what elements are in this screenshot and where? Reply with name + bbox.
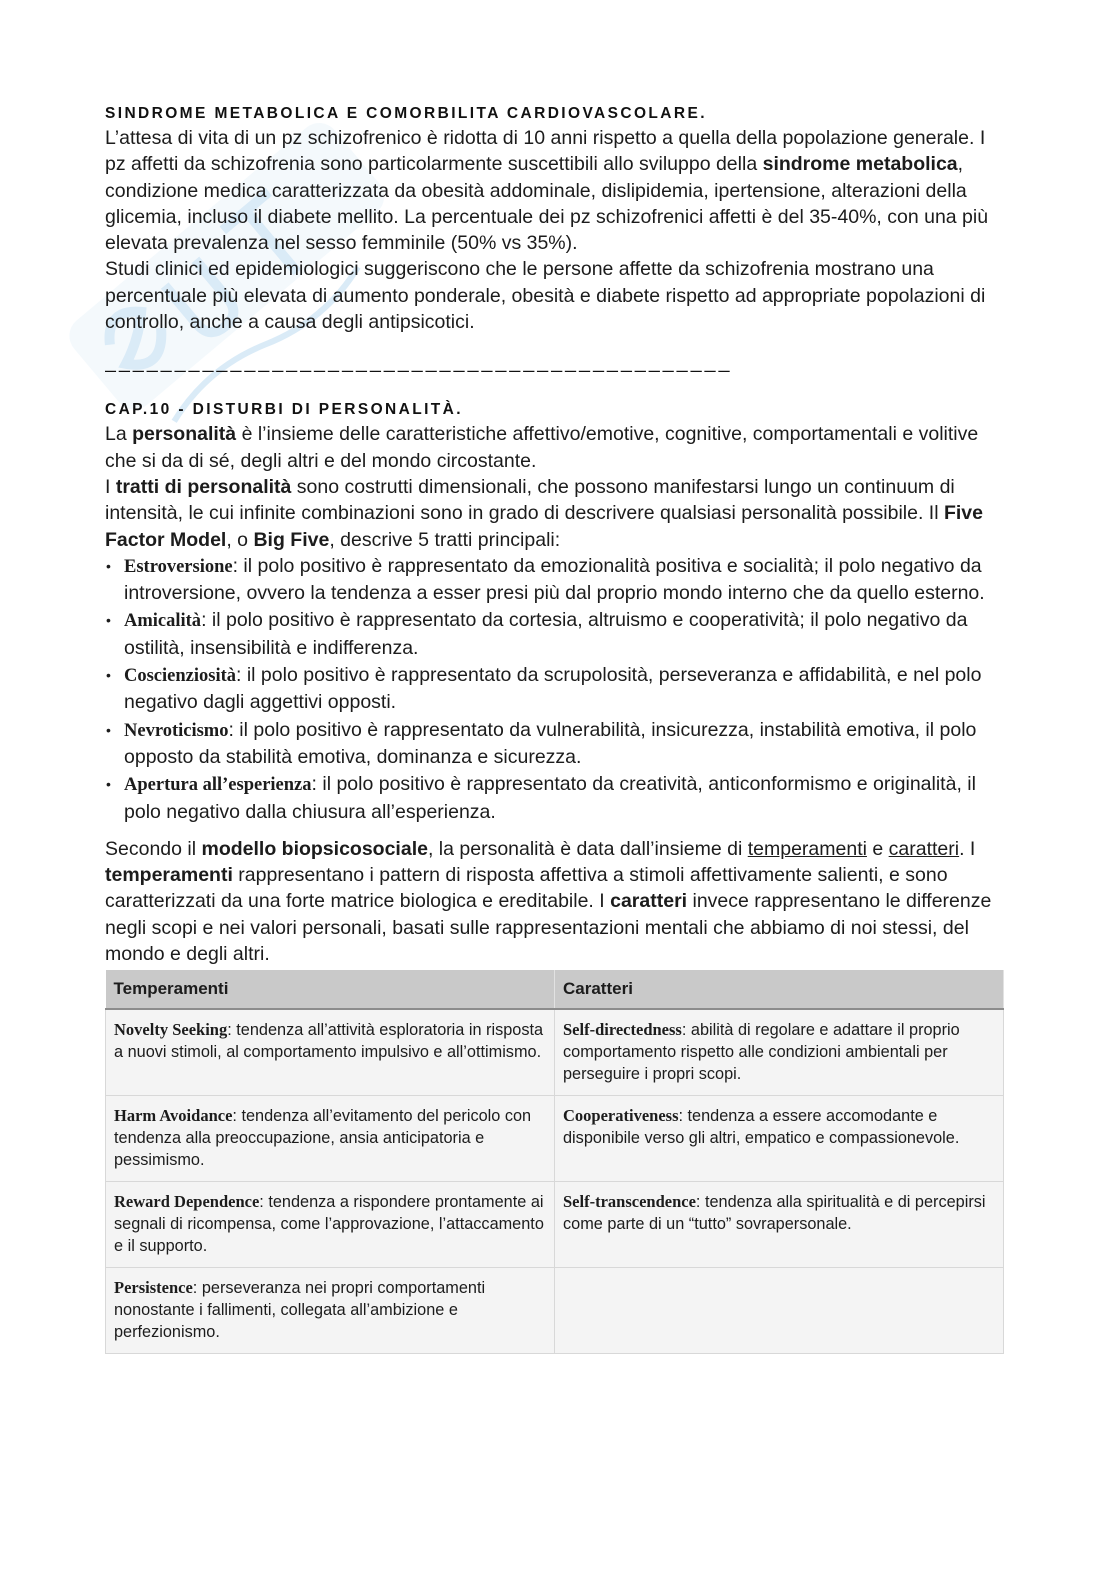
cell-term: Cooperativeness	[563, 1106, 679, 1126]
section-title-personality: CAP.10 - DISTURBI DI PERSONALITÀ.	[105, 401, 463, 419]
bold-term: temperamenti	[105, 864, 233, 887]
bullet-glyph: •	[106, 612, 111, 629]
document-page	[105, 105, 1005, 1354]
traits-list	[105, 553, 1005, 825]
trait-text: : il polo positivo è rappresentato da scrupolosità, perseveranza e affidabilità, e nel polo negativo dagli aggettivi opposti.	[124, 664, 982, 714]
column-header-temperamenti: Temperamenti	[106, 970, 555, 1009]
bold-term: modello biopsicosociale	[201, 837, 428, 860]
separator-line: _____________________________________________	[105, 351, 733, 374]
cell-term: Persistence	[114, 1278, 193, 1298]
bullet-glyph: •	[106, 776, 111, 793]
paragraph-metabolic-1	[105, 125, 1005, 256]
table-cell	[106, 1009, 555, 1096]
text-run: , condizione medica caratterizzata da obesità addominale, dislipidemia, ipertensione, alterazioni della glicemia, incluso il diabete mellito. La percentuale dei pz schizofrenici affetti è del 35-40%, con una più elevata prevalenza nel sesso femminile (50% vs 35%).	[105, 153, 989, 255]
table-cell	[555, 1009, 1004, 1096]
list-item	[105, 771, 1005, 825]
trait-text: : il polo positivo è rappresentato da emozionalità positiva e socialità; il polo negativo da introversione, ovvero la tendenza a esser presi più dal proprio mondo interno che da quello esterno.	[124, 554, 985, 605]
list-item	[105, 717, 1005, 771]
paragraph-biopsychosocial	[105, 836, 1005, 967]
paragraph-personality-1	[105, 421, 1005, 474]
cell-text: : tendenza all’evitamento del pericolo con tendenza alla preoccupazione, ansia anticipatoria e pessimismo.	[114, 1107, 532, 1170]
bullet-glyph: •	[106, 557, 111, 574]
cell-text: : perseveranza nei propri comportamenti nonostante i fallimenti, collegata all’ambizione e perfezionismo.	[114, 1279, 486, 1342]
table-cell	[555, 1182, 1004, 1268]
cell-text: : tendenza a essere accomodante e disponibile verso gli altri, empatico e compassionevole.	[563, 1107, 960, 1148]
table-row	[106, 1268, 1004, 1354]
table-cell	[106, 1182, 555, 1268]
list-item	[105, 662, 1005, 716]
underlined-term: temperamenti	[747, 837, 867, 860]
text-run: è l’insieme delle caratteristiche affettivo/emotive, cognitive, comportamentali e volitive che si da di sé, degli altri e del mondo circostante.	[105, 423, 979, 472]
table-cell	[555, 1096, 1004, 1182]
bold-term: personalità	[132, 423, 237, 446]
column-header-caratteri: Caratteri	[555, 970, 1004, 1009]
cell-term: Reward Dependence	[114, 1192, 260, 1212]
text-run: sono costrutti dimensionali, che possono manifestarsi lungo un continuum di intensità, le cui infinite combinazioni sono in grado di descrivere qualsiasi personalità possibile. Il	[105, 475, 955, 525]
trait-text: : il polo positivo è rappresentato da vulnerabilità, insicurezza, instabilità emotiva, il polo opposto da stabilità emotiva, dominanza e sicurezza.	[124, 718, 977, 768]
cell-text: : tendenza a rispondere prontamente ai segnali di ricompensa, come l’approvazione, l’attaccamento e il supporto.	[114, 1193, 544, 1256]
temperament-character-table	[105, 970, 1004, 1354]
table-cell	[106, 1096, 555, 1182]
text-run: , o	[226, 528, 254, 551]
cell-text: : tendenza all’attività esploratoria in risposta a nuovi stimoli, al comportamento impulsivo e all’ottimismo.	[114, 1021, 544, 1062]
text-run: e	[866, 837, 889, 860]
section-title-metabolic: SINDROME METABOLICA E COMORBILITA CARDIOVASCOLARE.	[105, 105, 707, 122]
text-run: rappresentano i pattern di risposta affettiva a stimoli affettivamente salienti, e sono caratterizzati da una forte matrice biologica e ereditabile. I	[105, 864, 948, 913]
table-row	[106, 1182, 1004, 1268]
bold-term: tratti di personalità	[115, 475, 292, 498]
bold-term: Big Five	[253, 528, 330, 551]
text-run: , descrive 5 tratti principali:	[329, 528, 561, 551]
trait-name: Apertura all’esperienza	[124, 775, 312, 796]
bold-term: sindrome metabolica	[762, 153, 958, 176]
text-run: Secondo il	[105, 837, 202, 860]
bold-term: Five Factor Model	[105, 502, 983, 551]
text-run: L’attesa di vita di un pz schizofrenico è ridotta di 10 anni rispetto a quella della popolazione generale. I pz affetti da schizofrenia sono particolarmente suscettibili allo sviluppo della	[105, 127, 986, 176]
table-row	[106, 1009, 1004, 1096]
trait-name: Coscienziosità	[124, 666, 237, 687]
paragraph-metabolic-2: Studi clinici ed epidemiologici suggeriscono che le persone affette da schizofrenia mostrano una percentuale più elevata di aumento ponderale, obesità e diabete rispetto ad appropriate popolazioni di controllo, anche a causa degli antipsicotici.	[105, 258, 986, 334]
trait-text: : il polo positivo è rappresentato da cortesia, altruismo e cooperatività; il polo negativo da ostilità, insensibilità e indifferenza.	[124, 609, 968, 659]
underlined-term: caratteri	[888, 837, 960, 860]
text-run: invece rappresentano le differenze negli scopi e nei valori personali, basati sulle rappresentazioni mentali che abbiamo di noi stessi, del mondo e degli altri.	[105, 890, 992, 966]
table-header-row	[106, 970, 1004, 1009]
cell-text: : tendenza alla spiritualità e di percepirsi come parte di un “tutto” sovrapersonale.	[563, 1193, 986, 1234]
cell-term: Harm Avoidance	[114, 1106, 233, 1126]
text-run: La	[105, 423, 133, 446]
bullet-glyph: •	[106, 667, 111, 684]
cell-term: Self-transcendence	[563, 1192, 696, 1212]
cell-term: Novelty Seeking	[114, 1020, 228, 1040]
table-row	[106, 1096, 1004, 1182]
trait-name: Nevroticismo	[124, 720, 229, 741]
text-run: I	[105, 475, 116, 498]
table-cell-empty	[555, 1268, 1004, 1354]
trait-name: Estroversione	[124, 556, 233, 577]
bullet-glyph: •	[106, 721, 111, 738]
trait-text: : il polo positivo è rappresentato da creatività, anticonformismo e originalità, il polo negativo dalla chiusura all’esperienza.	[124, 773, 976, 823]
table-cell	[106, 1268, 555, 1354]
text-run: , la personalità è data dall’insieme di	[427, 837, 748, 860]
list-item	[105, 553, 1005, 607]
cell-term: Self-directedness	[563, 1020, 682, 1040]
list-item	[105, 607, 1005, 661]
paragraph-personality-2	[105, 474, 1005, 553]
trait-name: Amicalità	[124, 611, 202, 632]
text-run: . I	[959, 837, 976, 860]
cell-text: : abilità di regolare e adattare il proprio comportamento rispetto alle condizioni ambientali per perseguire i propri scopi.	[563, 1021, 960, 1084]
bold-term: caratteri	[610, 890, 688, 913]
